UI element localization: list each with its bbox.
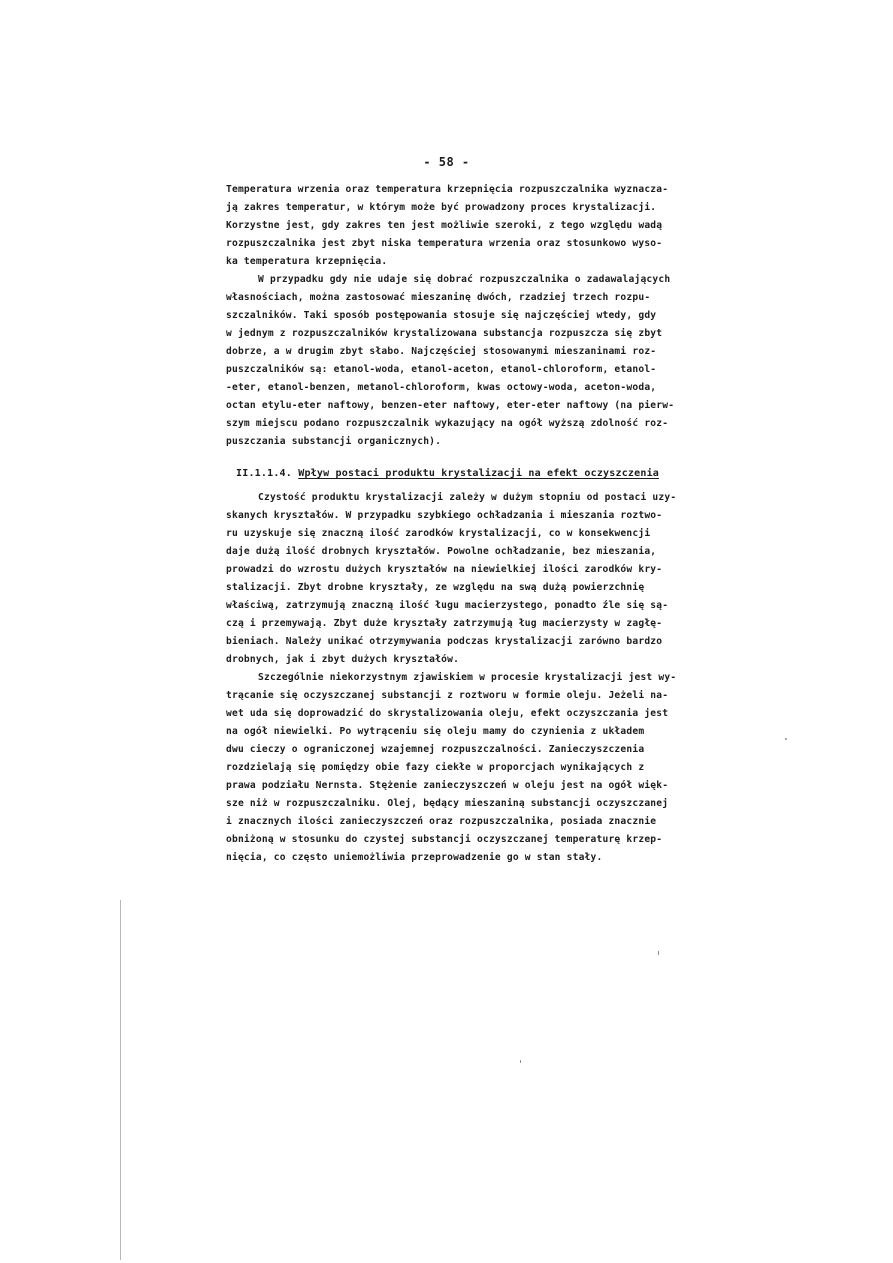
paragraph-4-line: nięcia, co często uniemożliwia przeprowadzenie go w stan stały. [226,852,603,863]
section-number: II.1.1.4. [236,468,292,479]
page-number: - 58 - [423,155,470,169]
paragraph-1-line: ją zakres temperatur, w którym może być prowadzony proces krystalizacji. [226,202,657,213]
paragraph-2-line: dobrze, a w drugim zbyt słabo. Najczęściej stosowanymi mieszaninami roz- [226,346,657,357]
paragraph-2-line: szym miejscu podano rozpuszczalnik wykazujący na ogół wyższą zdolność roz- [226,418,669,429]
paragraph-3-line: drobnych, jak i zbyt dużych kryształów. [226,654,460,665]
paragraph-2-line: puszczania substancji organicznych). [226,436,442,447]
paragraph-3-line: stalizacji. Zbyt drobne kryształy, ze względu na swą dużą powierzchnię [226,582,645,593]
paragraph-4-line: prawa podziału Nernsta. Stężenie zanieczyszczeń w oleju jest na ogół więk- [226,780,669,791]
paragraph-1-line: Korzystne jest, gdy zakres ten jest możliwie szeroki, z tego względu wadą [226,220,663,231]
paragraph-4-line: Szczególnie niekorzystnym zjawiskiem w procesie krystalizacji jest wy- [258,672,677,683]
paragraph-4-line: sze niż w rozpuszczalniku. Olej, będący mieszaniną substancji oczyszczanej [226,798,669,809]
paragraph-2-line: własnościach, można zastosować mieszaninę dwóch, rzadziej trzech rozpu- [226,292,651,303]
paragraph-1-line: ka temperatura krzepnięcia. [226,256,388,267]
paragraph-4-line: rozdzielają się pomiędzy obie fazy ciekłe w proporcjach wynikających z [226,762,645,773]
paragraph-3-line: bieniach. Należy unikać otrzymywania podczas krystalizacji zarówno bardzo [226,636,663,647]
paragraph-3-line: skanych kryształów. W przypadku szybkiego ochładzania i mieszania roztwo- [226,510,663,521]
paragraph-4-line: i znacznych ilości zanieczyszczeń oraz rozpuszczalnika, posiada znacznie [226,816,657,827]
paragraph-3-line: Czystość produktu krystalizacji zależy w dużym stopniu od postaci uzy- [258,492,677,503]
paragraph-4-line: trącanie się oczyszczanej substancji z roztworu w formie oleju. Jeżeli na- [226,690,669,701]
scan-speck [785,738,787,740]
paragraph-2-line: szczalników. Taki sposób postępowania stosuje się najczęściej wtedy, gdy [226,310,657,321]
paragraph-2-line: W przypadku gdy nie udaje się dobrać rozpuszczalnika o zadawalających [258,274,671,285]
paragraph-4-line: wet uda się doprowadzić do skrystalizowania oleju, efekt oczyszczania jest [226,708,669,719]
paragraph-3-line: daje dużą ilość drobnych kryształów. Powolne ochładzanie, bez mieszania, [226,546,657,557]
paragraph-2-line: w jednym z rozpuszczalników krystalizowana substancja rozpuszcza się zbyt [226,328,663,339]
scan-speck [520,1060,521,1063]
section-heading [236,468,659,480]
paragraph-3-line: ru uzyskuje się znaczną ilość zarodków krystalizacji, co w konsekwencji [226,528,651,539]
section-title: Wpływ postaci produktu krystalizacji na efekt oczyszczenia [298,468,660,479]
paragraph-4-line: obniżoną w stosunku do czystej substancji oczyszczanej temperaturę krzep- [226,834,663,845]
paragraph-4-line: na ogół niewielki. Po wytrąceniu się oleju mamy do czynienia z układem [226,726,645,737]
paragraph-2-line: octan etylu-eter naftowy, benzen-eter naftowy, eter-eter naftowy (na pierw- [226,400,675,411]
paragraph-3-line: właściwą, zatrzymują znaczną ilość ługu macierzystego, ponadto źle się są- [226,600,669,611]
paragraph-3-line: czą i przemywają. Zbyt duże kryształy zatrzymują ług macierzysty w zagłę- [226,618,663,629]
paragraph-2-line: puszczalników są: etanol-woda, etanol-aceton, etanol-chloroform, etanol- [226,364,657,375]
scan-margin-line [120,900,121,1260]
paragraph-1-line: Temperatura wrzenia oraz temperatura krzepnięcia rozpuszczalnika wyznacza- [226,184,669,195]
paragraph-4-line: dwu cieczy o ograniczonej wzajemnej rozpuszczalności. Zanieczyszczenia [226,744,645,755]
paragraph-1-line: rozpuszczalnika jest zbyt niska temperatura wrzenia oraz stosunkowo wyso- [226,238,663,249]
paragraph-2-line: -eter, etanol-benzen, metanol-chloroform, kwas octowy-woda, aceton-woda, [226,382,657,393]
scan-speck [658,951,659,955]
paragraph-3-line: prowadzi do wzrostu dużych kryształów na niewielkiej ilości zarodków kry- [226,564,663,575]
